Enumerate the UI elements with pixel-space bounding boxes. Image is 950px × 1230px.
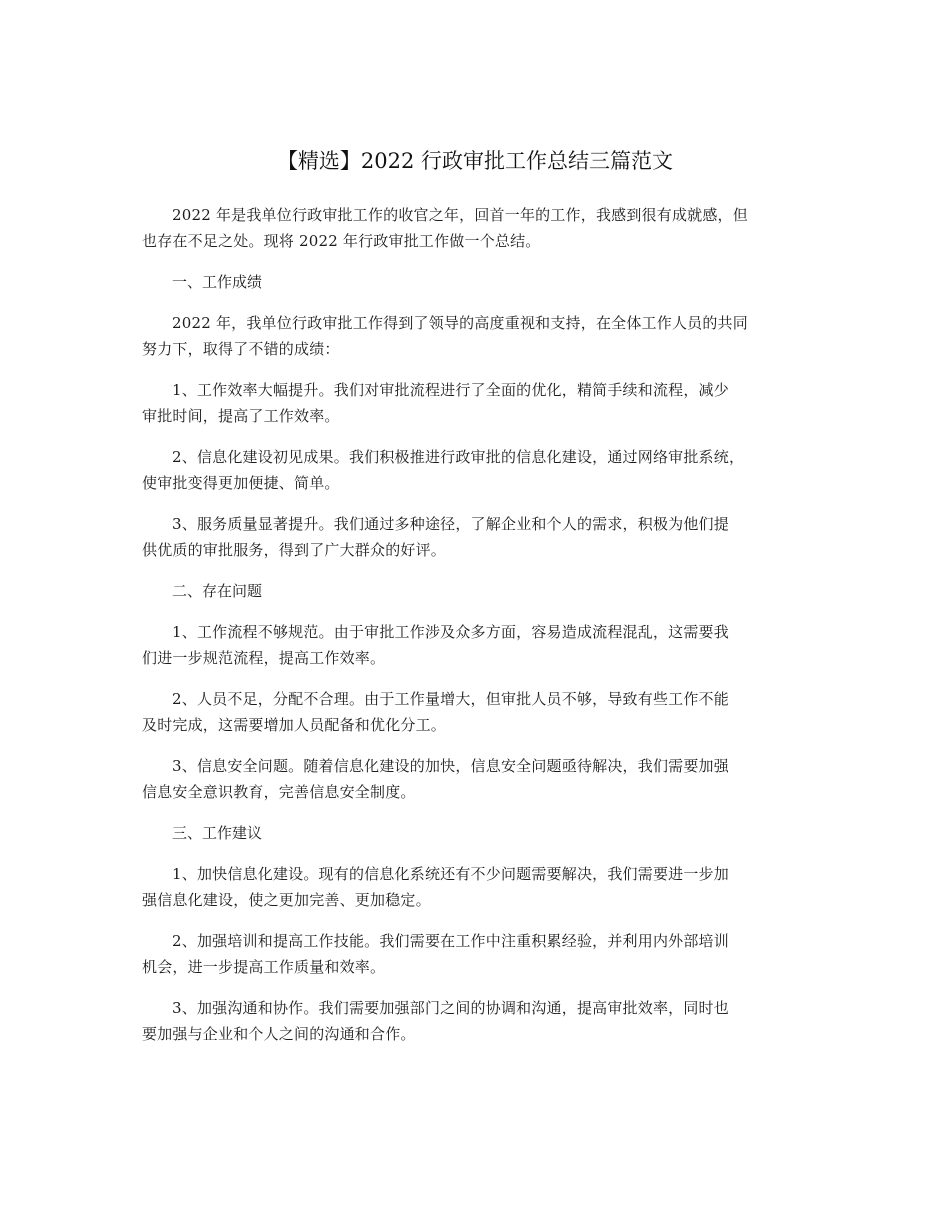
document-body bbox=[142, 202, 822, 1062]
paragraph-line: 1、加快信息化建设。现有的信息化系统还有不少问题需要解决，我们需要进一步加 bbox=[172, 865, 729, 883]
paragraph-line: 3、信息安全问题。随着信息化建设的加快，信息安全问题亟待解决，我们需要加强 bbox=[172, 757, 729, 775]
paragraph-line: 也存在不足之处。现将 2022 年行政审批工作做一个总结。 bbox=[142, 232, 541, 250]
achievement-item bbox=[142, 511, 822, 563]
achievement-item bbox=[142, 444, 822, 496]
section-heading-achievements: 一、工作成绩 bbox=[172, 273, 263, 291]
achievement-item bbox=[142, 377, 822, 429]
paragraph-line: 2、信息化建设初见成果。我们积极推进行政审批的信息化建设，通过网络审批系统， bbox=[172, 448, 745, 466]
problem-item bbox=[142, 753, 822, 805]
paragraph-line: 1、工作效率大幅提升。我们对审批流程进行了全面的优化，精简手续和流程，减少 bbox=[172, 381, 729, 399]
intro-paragraph bbox=[142, 202, 822, 254]
problem-item bbox=[142, 686, 822, 738]
paragraph-line: 要加强与企业和个人之间的沟通和合作。 bbox=[142, 1025, 416, 1043]
paragraph-line: 2、加强培训和提高工作技能。我们需要在工作中注重积累经验，并利用内外部培训 bbox=[172, 932, 729, 950]
page-title: 【精选】2022 行政审批工作总结三篇范文 bbox=[276, 149, 674, 173]
suggestion-item bbox=[142, 995, 822, 1047]
paragraph-line: 及时完成，这需要增加人员配备和优化分工。 bbox=[142, 716, 447, 734]
suggestion-item bbox=[142, 928, 822, 980]
problem-item bbox=[142, 619, 822, 671]
paragraph-line: 信息安全意识教育，完善信息安全制度。 bbox=[142, 783, 416, 801]
section-heading-suggestions: 三、工作建议 bbox=[172, 824, 263, 842]
paragraph-line: 2022 年是我单位行政审批工作的收官之年，回首一年的工作，我感到很有成就感，但 bbox=[172, 206, 748, 224]
paragraph-line: 3、服务质量显著提升。我们通过多种途径，了解企业和个人的需求，积极为他们提 bbox=[172, 515, 729, 533]
paragraph-line: 使审批变得更加便捷、简单。 bbox=[142, 474, 340, 492]
paragraph-line: 机会，进一步提高工作质量和效率。 bbox=[142, 958, 386, 976]
paragraph-line: 供优质的审批服务，得到了广大群众的好评。 bbox=[142, 541, 447, 559]
paragraph-line: 努力下，取得了不错的成绩： bbox=[142, 340, 340, 358]
paragraph-line: 3、加强沟通和协作。我们需要加强部门之间的协调和沟通，提高审批效率，同时也 bbox=[172, 999, 729, 1017]
paragraph-line: 2022 年，我单位行政审批工作得到了领导的高度重视和支持，在全体工作人员的共同 bbox=[172, 314, 748, 332]
paragraph-line: 1、工作流程不够规范。由于审批工作涉及众多方面，容易造成流程混乱，这需要我 bbox=[172, 623, 729, 641]
paragraph-line: 强信息化建设，使之更加完善、更加稳定。 bbox=[142, 891, 431, 909]
paragraph-line: 们进一步规范流程，提高工作效率。 bbox=[142, 649, 386, 667]
paragraph-line: 审批时间，提高了工作效率。 bbox=[142, 407, 340, 425]
section-heading-problems: 二、存在问题 bbox=[172, 582, 263, 600]
achievements-lead-paragraph bbox=[142, 310, 822, 362]
paragraph-line: 2、人员不足，分配不合理。由于工作量增大，但审批人员不够，导致有些工作不能 bbox=[172, 690, 729, 708]
suggestion-item bbox=[142, 861, 822, 913]
